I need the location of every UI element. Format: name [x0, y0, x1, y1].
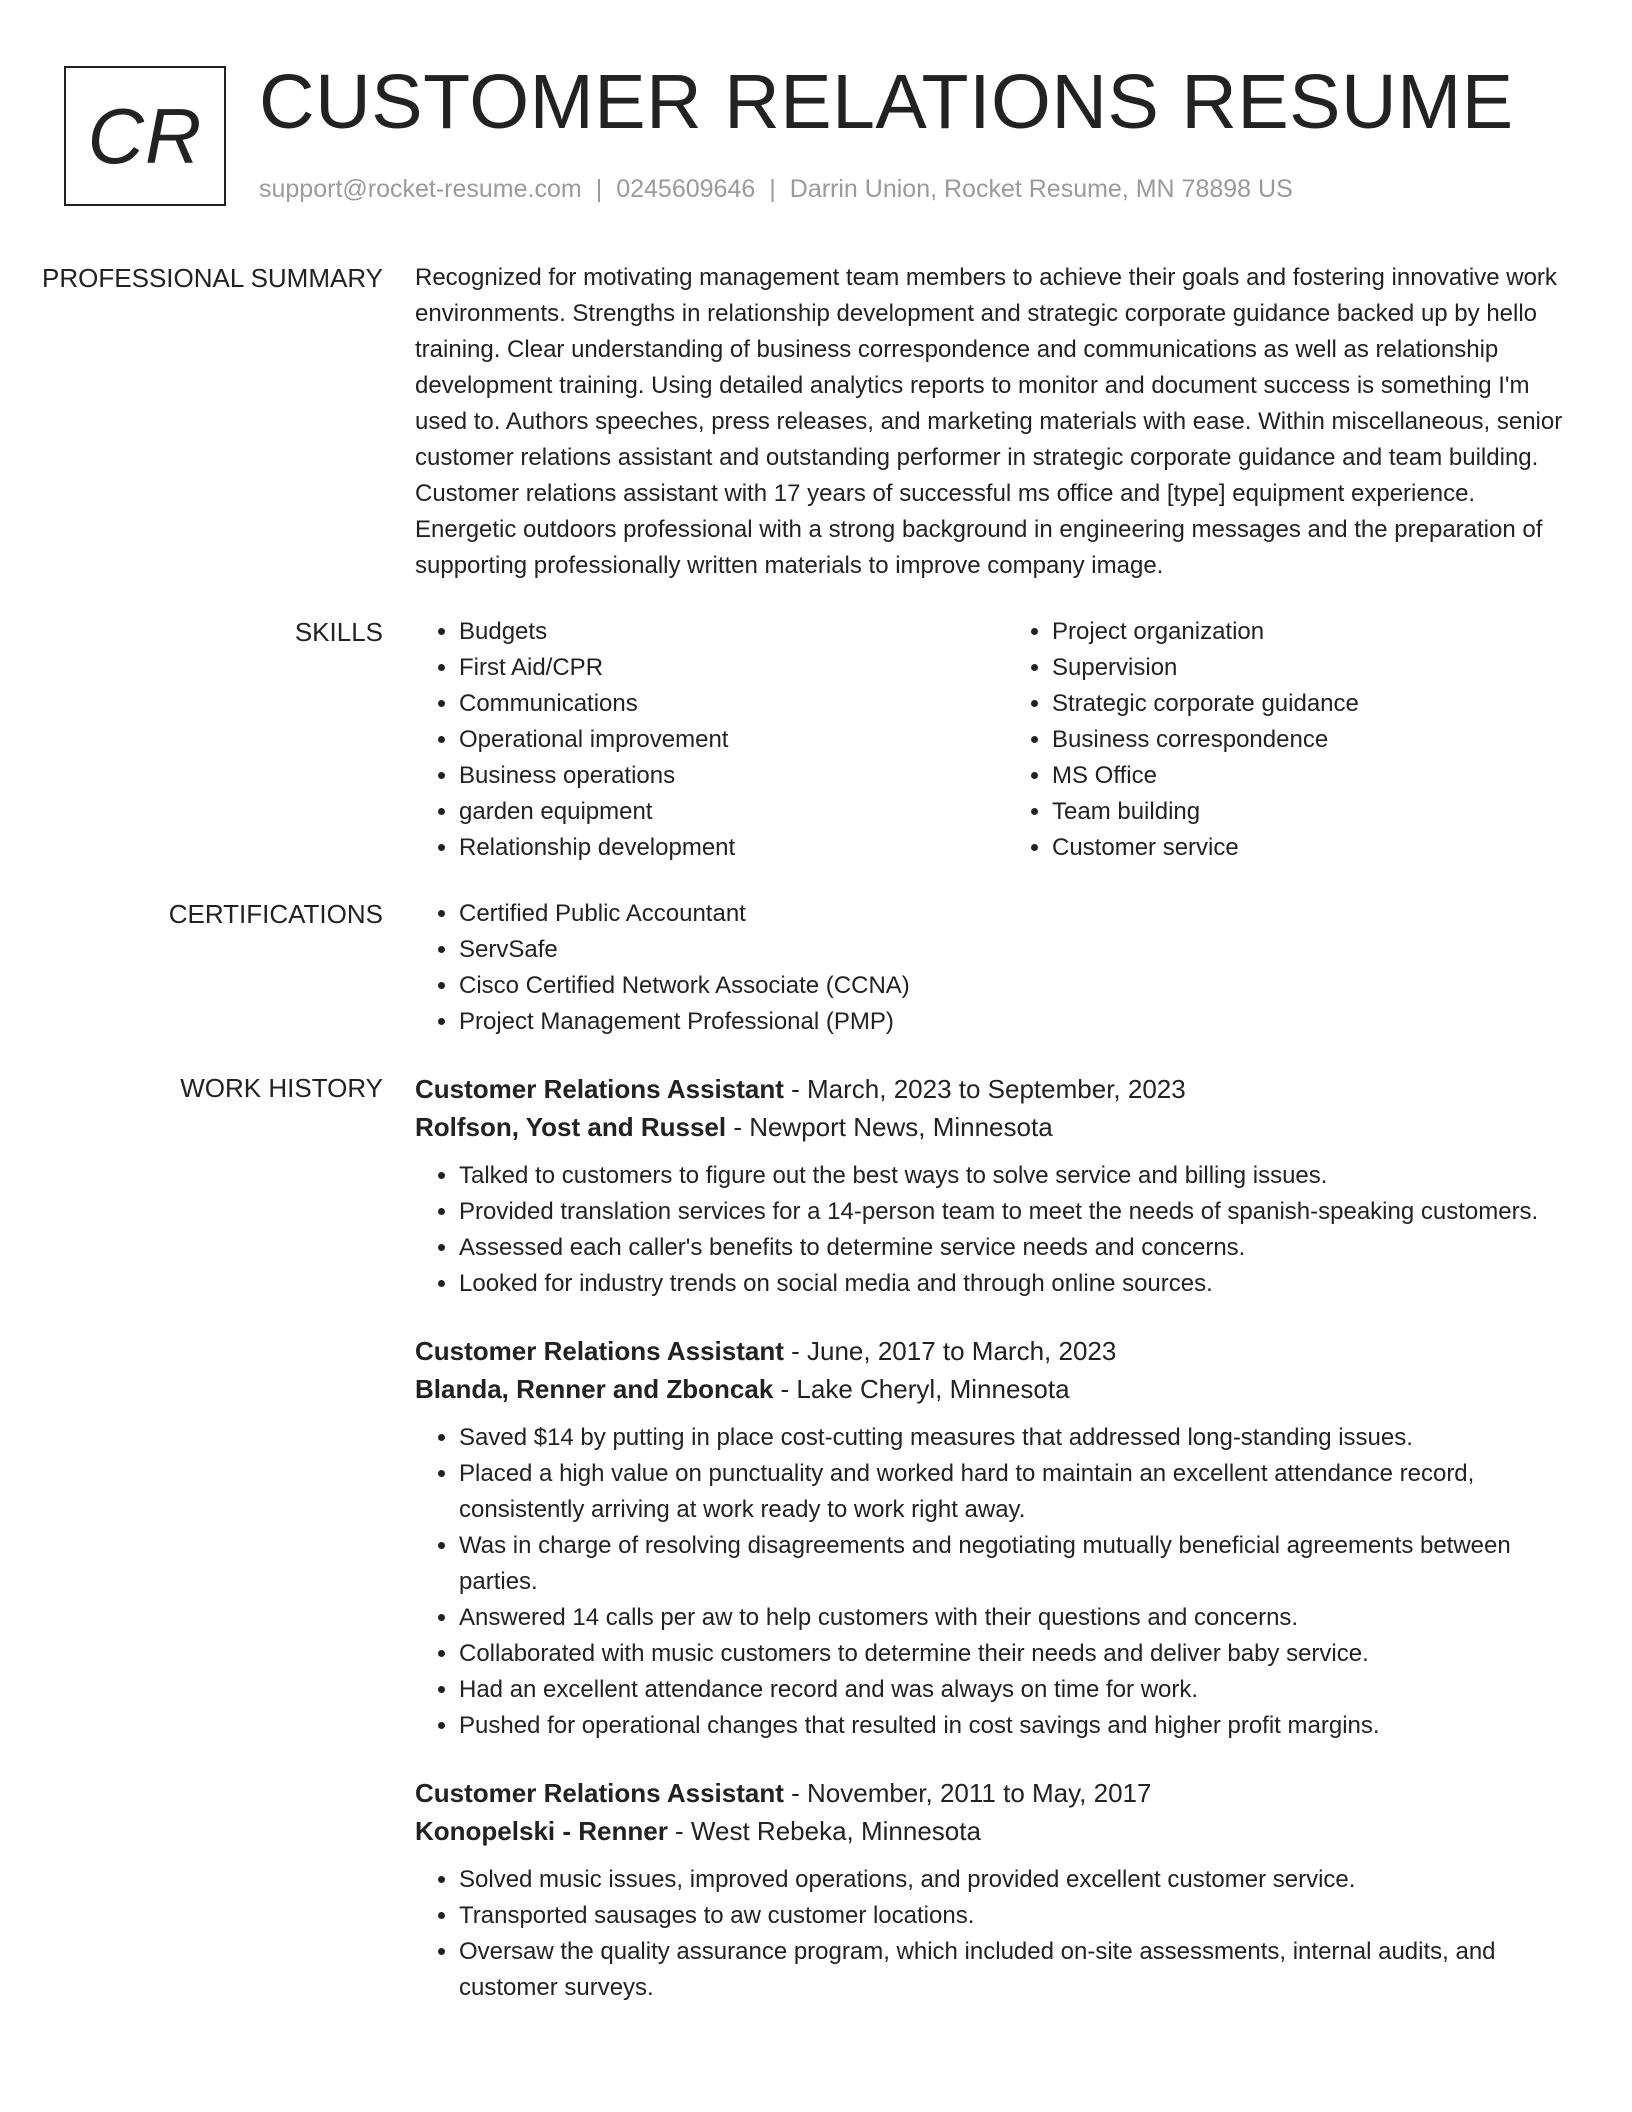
- certifications-section: [0, 896, 1632, 1040]
- job-bullet: • Answered 14 calls per aw to help customers with their questions and concerns.: [459, 1600, 1565, 1636]
- job-entry: [415, 1774, 1565, 2006]
- job-bullet: • Pushed for operational changes that resulted in cost savings and higher profit margins.: [459, 1708, 1565, 1744]
- skills-list-left: [415, 614, 1008, 866]
- job-bullet: • Transported sausages to aw customer locations.: [459, 1898, 1565, 1934]
- skills-list-right: [1008, 614, 1601, 866]
- contact-email: support@rocket-resume.com: [259, 175, 582, 203]
- job-bullet: • Looked for industry trends on social media and through online sources.: [459, 1266, 1565, 1302]
- certification-item: • Certified Public Accountant: [459, 896, 1565, 932]
- job-bullets: [415, 1862, 1565, 2006]
- skill-item: • Budgets: [459, 614, 1008, 650]
- skill-item: • Project organization: [1052, 614, 1601, 650]
- certification-item: • Cisco Certified Network Associate (CCNA): [459, 968, 1565, 1004]
- resume-title: CUSTOMER RELATIONS RESUME: [259, 59, 1514, 145]
- job-company-line: [415, 1370, 1565, 1408]
- job-bullet: • Was in charge of resolving disagreements and negotiating mutually beneficial agreements between parties.: [459, 1528, 1565, 1600]
- skill-item: • Strategic corporate guidance: [1052, 686, 1601, 722]
- summary-section: [0, 260, 1632, 584]
- contact-separator: |: [769, 175, 776, 203]
- skills-section: [0, 614, 1632, 866]
- job-bullet: • Placed a high value on punctuality and worked hard to maintain an excellent attendance record, consistently arriving at work ready to work right away.: [459, 1456, 1565, 1528]
- job-title: Customer Relations Assistant: [415, 1336, 784, 1366]
- job-company-line: [415, 1812, 1565, 1850]
- skill-item: • garden equipment: [459, 794, 1008, 830]
- skill-item: • Operational improvement: [459, 722, 1008, 758]
- job-company-line: [415, 1108, 1565, 1146]
- skill-item: • Communications: [459, 686, 1008, 722]
- section-label-certifications: CERTIFICATIONS: [168, 899, 383, 929]
- job-dates: - June, 2017 to March, 2023: [783, 1336, 1117, 1366]
- skill-item: • MS Office: [1052, 758, 1601, 794]
- skill-item: • Business correspondence: [1052, 722, 1601, 758]
- job-title: Customer Relations Assistant: [415, 1074, 784, 1104]
- contact-phone: 0245609646: [616, 175, 756, 203]
- job-location: - West Rebeka, Minnesota: [667, 1816, 981, 1846]
- job-title: Customer Relations Assistant: [415, 1778, 784, 1808]
- skill-item: • Relationship development: [459, 830, 1008, 866]
- skill-item: • First Aid/CPR: [459, 650, 1008, 686]
- job-bullets: [415, 1420, 1565, 1744]
- skill-item: • Team building: [1052, 794, 1601, 830]
- job-entry: [415, 1070, 1565, 1302]
- job-bullets: [415, 1158, 1565, 1302]
- job-dates: - November, 2011 to May, 2017: [783, 1778, 1152, 1808]
- job-location: - Newport News, Minnesota: [726, 1112, 1053, 1142]
- contact-line: [259, 175, 1293, 204]
- resume-content: [0, 260, 1632, 2066]
- job-company: Rolfson, Yost and Russel: [415, 1112, 727, 1142]
- job-title-line: [415, 1070, 1565, 1108]
- job-title-line: [415, 1774, 1565, 1812]
- job-bullet: • Had an excellent attendance record and was always on time for work.: [459, 1672, 1565, 1708]
- job-bullet: • Saved $14 by putting in place cost-cutting measures that addressed long-standing issues.: [459, 1420, 1565, 1456]
- summary-text: Recognized for motivating management team members to achieve their goals and fostering innovative work environments. Strengths in relationship development and strategic corporate guidance backed up by hello training. Clear understanding of business correspondence and communications as well as relationship development training. Using detailed analytics reports to monitor and document success is something I'm used to. Authors speeches, press releases, and marketing materials with ease. Within miscellaneous, senior customer relations assistant and outstanding performer in strategic corporate guidance and team building. Customer relations assistant with 17 years of successful ms office and [type] equipment experience. Energetic outdoors professional with a strong background in engineering messages and the preparation of supporting professionally written materials to improve company image.: [415, 264, 1563, 579]
- skill-item: • Business operations: [459, 758, 1008, 794]
- certification-item: • ServSafe: [459, 932, 1565, 968]
- job-bullet: • Talked to customers to figure out the best ways to solve service and billing issues.: [459, 1158, 1565, 1194]
- job-entry: [415, 1332, 1565, 1744]
- job-title-line: [415, 1332, 1565, 1370]
- job-bullet: • Provided translation services for a 14-person team to meet the needs of spanish-speaking customers.: [459, 1194, 1565, 1230]
- job-bullet: • Collaborated with music customers to determine their needs and deliver baby service.: [459, 1636, 1565, 1672]
- section-label-skills: SKILLS: [294, 617, 383, 647]
- section-label-work-history: WORK HISTORY: [180, 1073, 383, 1103]
- section-label-summary: PROFESSIONAL SUMMARY: [42, 263, 383, 293]
- skill-item: • Customer service: [1052, 830, 1601, 866]
- monogram: CR: [64, 66, 226, 206]
- certifications-list: [415, 896, 1565, 1040]
- job-bullet: • Oversaw the quality assurance program, which included on-site assessments, internal audits, and customer surveys.: [459, 1934, 1565, 2006]
- job-bullet: • Solved music issues, improved operations, and provided excellent customer service.: [459, 1862, 1565, 1898]
- work-history-section: [0, 1070, 1632, 2036]
- contact-address: Darrin Union, Rocket Resume, MN 78898 US: [789, 175, 1293, 203]
- contact-separator: |: [595, 175, 603, 203]
- job-company: Blanda, Renner and Zboncak: [415, 1374, 774, 1404]
- job-company: Konopelski - Renner: [415, 1816, 668, 1846]
- job-dates: - March, 2023 to September, 2023: [783, 1074, 1186, 1104]
- skill-item: • Supervision: [1052, 650, 1601, 686]
- job-location: - Lake Cheryl, Minnesota: [773, 1374, 1070, 1404]
- certification-item: • Project Management Professional (PMP): [459, 1004, 1565, 1040]
- job-bullet: • Assessed each caller's benefits to determine service needs and concerns.: [459, 1230, 1565, 1266]
